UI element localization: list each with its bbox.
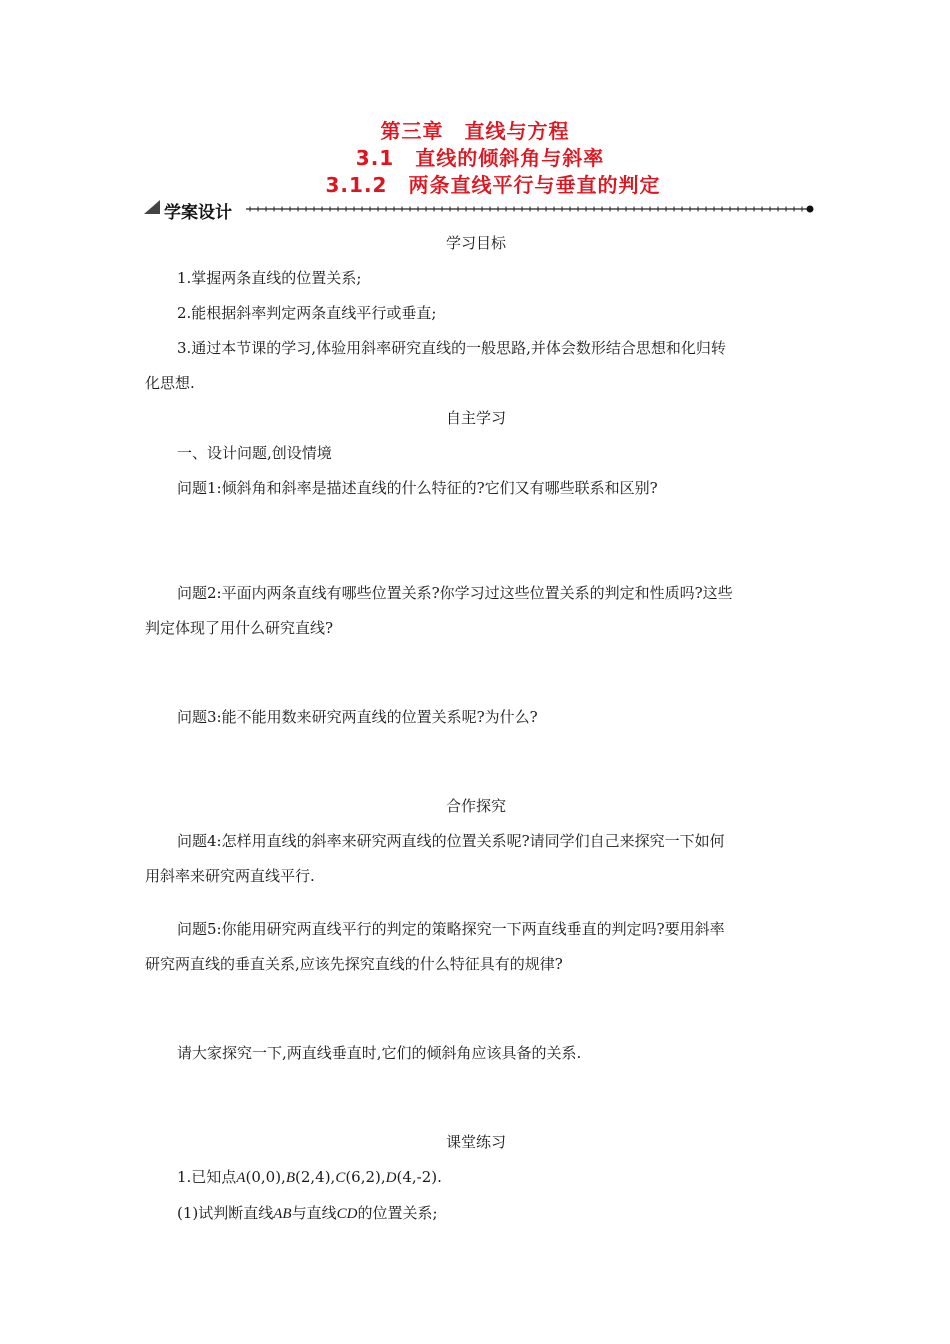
point-c: C — [335, 1170, 346, 1186]
line-cd: CD — [336, 1206, 358, 1222]
chapter-title: 第三章 直线与方程 — [380, 119, 570, 143]
question-5: 问题5:你能用研究两直线平行的判定的策略探究一下两直线垂直的判定吗?要用斜率 — [177, 920, 725, 938]
goal-item-3-cont: 化思想. — [145, 374, 195, 392]
exercise-1 — [145, 1160, 807, 1196]
practice-heading: 课堂练习 — [445, 1133, 506, 1151]
question-4-cont: 用斜率来研究两直线平行. — [145, 867, 315, 885]
exercise-1-prefix: 1.已知点 — [177, 1168, 237, 1186]
question-5-cont: 研究两直线的垂直关系,应该先探究直线的什么特征具有的规律? — [145, 955, 563, 973]
section-title: 3.1 直线的倾斜角与斜率 — [355, 146, 605, 170]
point-a: A — [236, 1170, 246, 1186]
question-2-cont: 判定体现了用什么研究直线? — [145, 619, 334, 637]
answer-space — [145, 506, 807, 576]
exercise-text: 与直线 — [291, 1204, 337, 1222]
study-plan-banner — [142, 196, 817, 222]
goal-item-3: 3.通过本节课的学习,体验用斜率研究直线的一般思路,并体会数形结合思想和化归转 — [177, 339, 726, 357]
exercise-text: (1)试判断直线 — [177, 1204, 274, 1222]
goals-heading: 学习目标 — [445, 234, 506, 252]
point-b: B — [285, 1170, 295, 1186]
exercise-text: 的位置关系; — [357, 1204, 438, 1222]
answer-space — [145, 982, 807, 1036]
point-d-coords: (4,-2). — [396, 1168, 442, 1186]
point-d: D — [385, 1170, 397, 1186]
answer-space — [145, 735, 807, 789]
answer-space — [145, 894, 807, 912]
question-2: 问题2:平面内两条直线有哪些位置关系?你学习过这些位置关系的判定和性质吗?这些 — [177, 584, 733, 602]
point-a-coords: (0,0), — [245, 1168, 286, 1186]
question-1: 问题1:倾斜角和斜率是描述直线的什么特征的?它们又有哪些联系和区别? — [177, 479, 658, 497]
subsection-title: 3.1.2 两条直线平行与垂直的判定 — [325, 173, 661, 197]
point-b-coords: (2,4), — [294, 1168, 336, 1186]
line-ab: AB — [273, 1206, 292, 1222]
exercise-1-part-1 — [145, 1196, 807, 1232]
part1-heading: 一、设计问题,创设情境 — [177, 444, 332, 462]
goal-item-2: 2.能根据斜率判定两条直线平行或垂直; — [177, 304, 437, 322]
self-study-heading: 自主学习 — [445, 409, 506, 427]
explore-heading: 合作探究 — [445, 797, 506, 815]
question-3: 问题3:能不能用数来研究两直线的位置关系呢?为什么? — [177, 708, 538, 726]
document-body — [145, 226, 807, 1232]
banner-rule-icon — [142, 196, 817, 222]
point-c-coords: (6,2), — [345, 1168, 386, 1186]
question-4: 问题4:怎样用直线的斜率来研究两直线的位置关系呢?请同学们自己来探究一下如何 — [177, 832, 725, 850]
title-block — [0, 118, 950, 199]
goal-item-1: 1.掌握两条直线的位置关系; — [177, 269, 362, 287]
banner-label: 学案设计 — [164, 203, 232, 223]
explore-prompt: 请大家探究一下,两直线垂直时,它们的倾斜角应该具备的关系. — [177, 1044, 582, 1062]
answer-space — [145, 646, 807, 700]
answer-space — [145, 1071, 807, 1125]
